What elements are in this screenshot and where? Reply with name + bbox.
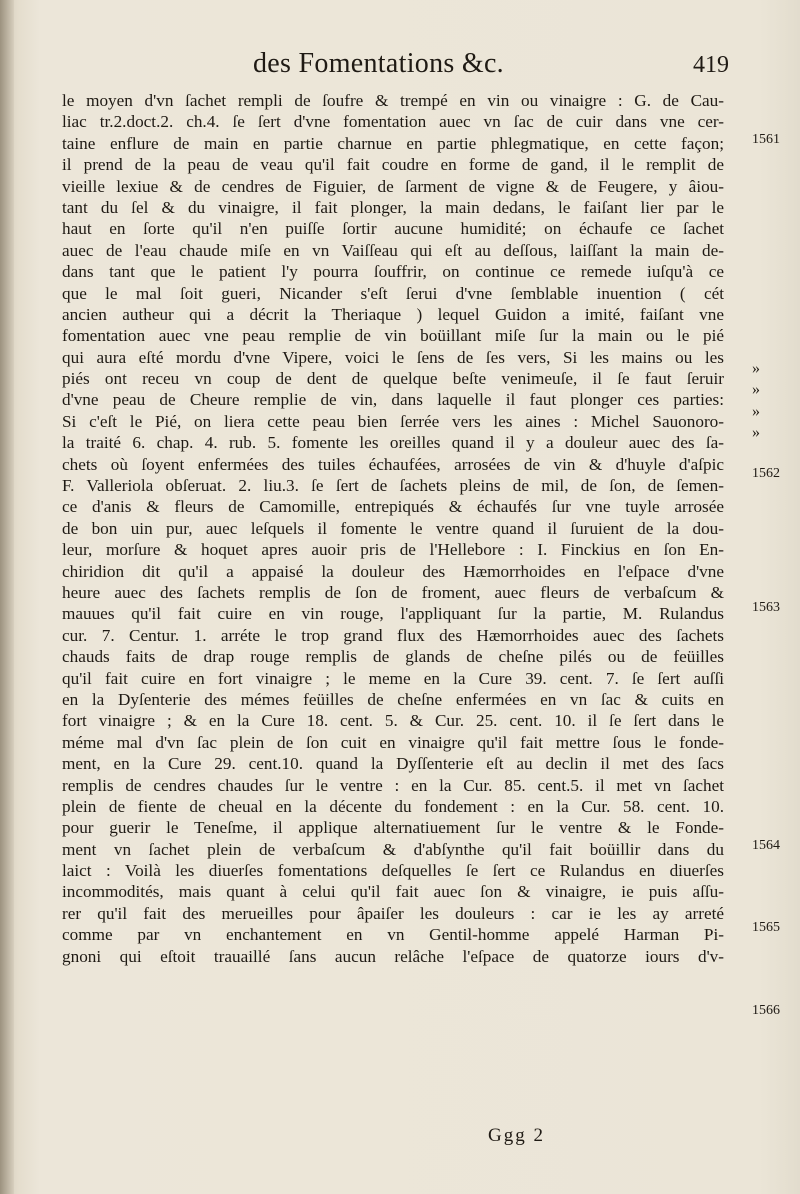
signature-mark: Ggg 2 [488,1125,545,1146]
text-line: chiridion dit qu'il a appaisé la douleur des Hæmorrhoides en l'eſpace d'vne [62,561,724,581]
text-line: cur. 7. Centur. 1. arréte le trop grand flux des Hæmorrhoides auec des ſachets [62,625,724,645]
text-line: remplis de cendres chaudes ſur le ventre : en la Cur. 85. cent.5. il met vn ſachet [62,775,724,795]
text-line: Si c'eſt le Pié, on liera cette peau bien ſerrée vers les aines : Michel Sauonoro- [62,411,724,431]
text-line: ment, en la Cure 29. cent.10. quand la Dyſſenterie eſt au declin il met des ſacs [62,754,724,774]
text-line: F. Valleriola obſeruat. 2. liu.3. ſe ſert de ſachets pleins de mil, de ſon, de ſemen- [62,476,724,496]
text-line: méme mal d'vn ſac plein de ſon cuit en vinaigre qu'il fait mettre ſous le fonde- [62,732,724,752]
text-line: la traité 6. chap. 4. rub. 5. fomente les oreilles quand il y a douleur auec des ſa- [62,433,724,453]
text-line: fomentation auec vne peau remplie de vin boüillant miſe ſur la main ou le pié [62,326,724,346]
text-line: en la Dyſenterie des mémes feüilles de cheſne enfermées en vn ſac & cuits en [62,689,724,709]
text-line: ment vn ſachet plein de verbaſcum & d'abſynthe qu'il fait boüillir dans du [62,839,724,859]
text-line: taine enflure de main en partie charnue en partie phlegmatique, en cette façon; [62,133,724,153]
text-line: auec de l'eau chaude miſe en vn Vaiſſeau qui eſt au deſſous, laiſſant la main de- [62,240,724,260]
margin-year: 1564 [752,838,780,853]
margin-year: 1566 [752,1003,780,1018]
text-line: leur, morſure & hoquet apres auoir pris de l'Hellebore : I. Finckius en ſon En- [62,540,724,560]
text-line: chauds faits de drap rouge remplis de glands de cheſne pilés ou de feüilles [62,647,724,667]
text-line: piés ont receu vn coup de dent de quelque beſte venimeuſe, il ſe faut ſeruir [62,369,724,389]
body-text [62,90,724,967]
text-line: plein de fiente de cheual en la décente du fondement : en la Cur. 58. cent. 10. [62,796,724,816]
margin-year: 1562 [752,466,780,481]
text-line: tant du ſel & du vinaigre, il fait plonger, la main dedans, le faiſant lier par le [62,197,724,217]
text-line: chets où ſoyent enfermées des tuiles échaufées, arrosées de vin & d'huyle d'aſpic [62,454,724,474]
text-line: d'vne peau de Cheure remplie de vin, dans laquelle il faut plonger ces parties: [62,390,724,410]
quote-mark: » [752,424,760,441]
text-line: heure auec des ſachets remplis de ſon de froment, auec fleurs de verbaſcum & [62,582,724,602]
text-line: liac tr.2.doct.2. ch.4. ſe ſert d'vne fomentation auec vn ſac de cuir dans vne cer- [62,112,724,132]
text-line: il prend de la peau de veau qu'il fait coudre en forme de gand, il le remplit de [62,155,724,175]
text-line: qui aura eſté mordu d'vne Vipere, voici le ſens de ſes vers, Si les mains ou les [62,347,724,367]
text-line: gnoni qui eſtoit trauaillé ſans aucun relâche l'eſpace de quatorze iours d'v- [62,946,724,966]
margin-year: 1561 [752,132,780,147]
margin-year: 1565 [752,920,780,935]
text-line: mauues qu'il fait cuire en vin rouge, l'appliquant ſur la partie, M. Rulandus [62,604,724,624]
running-title: des Fomentations &c. [253,48,504,79]
text-line: qu'il fait cuire en fort vinaigre ; le meme en la Cure 39. cent. 7. ſe ſert auſſi [62,668,724,688]
text-line: ancien autheur qui a décrit la Theriaque ) lequel Guidon a imité, faiſant vne [62,304,724,324]
text-line: comme par vn enchantement en vn Gentil-homme appelé Harman Pi- [62,925,724,945]
text-line: haut en ſorte qu'il n'en puiſſe ſortir aucune humidité; on échaufe ce ſachet [62,219,724,239]
text-line: de bon uin pur, auec leſquels il fomente le ventre quand il ſuruient de la dou- [62,518,724,538]
text-line: fort vinaigre ; & en la Cure 18. cent. 5. & Cur. 25. cent. 10. il ſe ſert dans le [62,711,724,731]
page-gutter [0,0,14,1194]
quote-mark: » [752,381,760,398]
text-line: que le mal ſoit gueri, Nicander s'eſt ſerui d'vne ſemblable inuention ( cét [62,283,724,303]
text-line: pour guerir le Teneſme, il applique alternatiuement ſur le ventre & le Fonde- [62,818,724,838]
text-line: ce d'anis & fleurs de Camomille, entrepiqués & échaufés ſur vne tuyle arrosée [62,497,724,517]
page-header [0,44,800,84]
text-line: incommodités, mais quant à celui qu'il fait auec ſon & vinaigre, ie puis aſſu- [62,882,724,902]
margin-year: 1563 [752,600,780,615]
quote-mark: » [752,360,760,377]
text-line: dans tant que le patient l'y pourra ſouffrir, on continue ce remede iuſqu'à ce [62,262,724,282]
quote-mark: » [752,403,760,420]
text-line: laict : Voilà les diuerſes fomentations deſquelles ſe ſert ce Rulandus en diuerſes [62,861,724,881]
text-line: vieille lexiue & de cendres de Figuier, de ſarment de vigne & de Feugere, y âiou- [62,176,724,196]
text-line: le moyen d'vn ſachet rempli de ſoufre & trempé en vin ou vinaigre : G. de Cau- [62,91,724,110]
page-number: 419 [693,52,729,78]
text-line: rer qu'il fait des merueilles pour âpaiſer les douleurs : car ie les ay arreté [62,903,724,923]
